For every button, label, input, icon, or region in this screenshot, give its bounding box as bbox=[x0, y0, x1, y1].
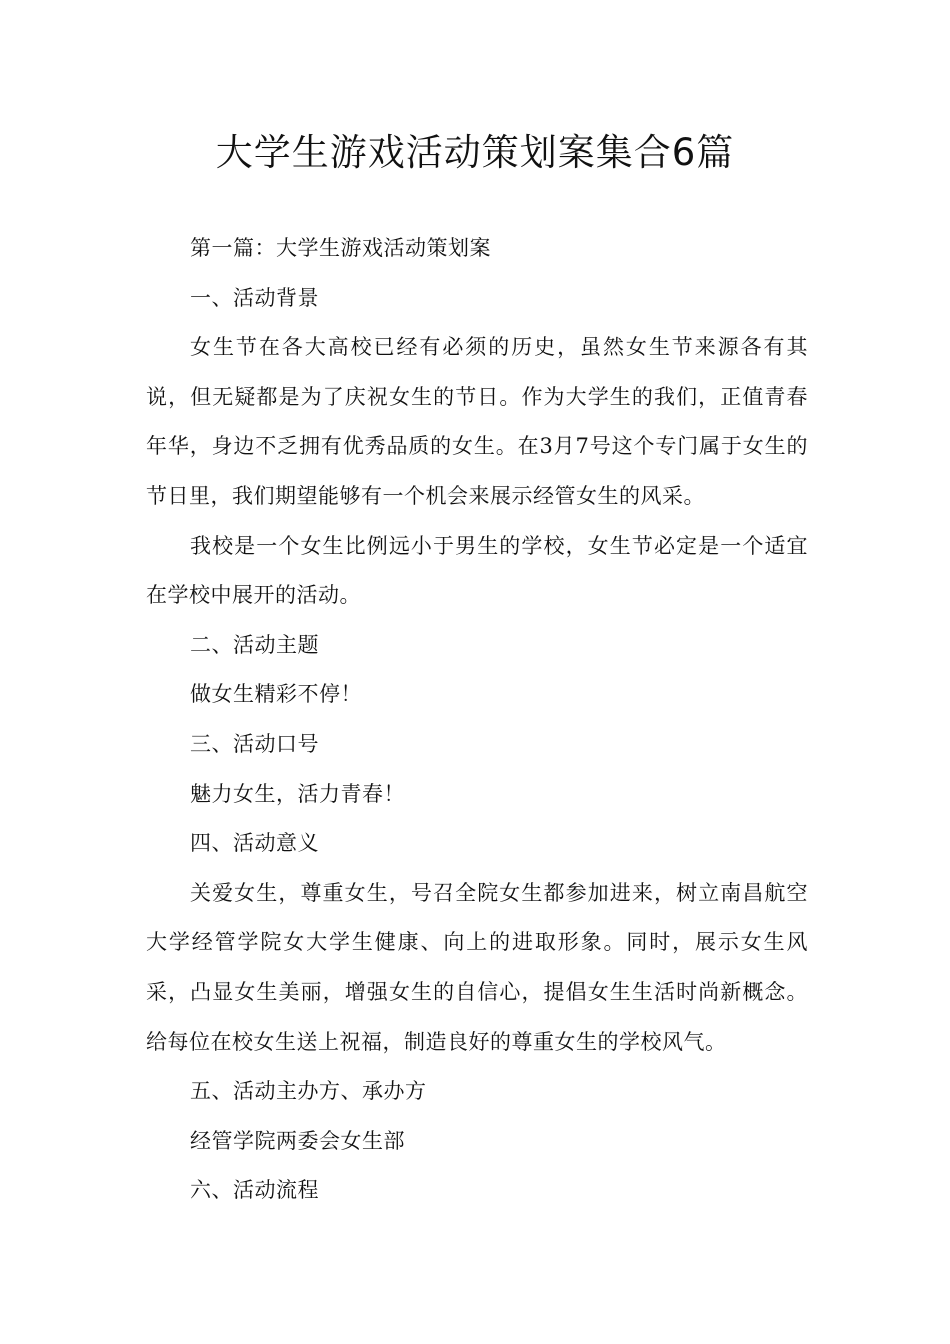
paragraph-theme: 做女生精彩不停！ bbox=[190, 682, 362, 707]
section-heading-significance: 四、活动意义 bbox=[190, 831, 319, 856]
section-heading-process: 六、活动流程 bbox=[190, 1178, 319, 1203]
chapter-heading: 第一篇：大学生游戏活动策划案 bbox=[190, 236, 491, 260]
section-heading-theme: 二、活动主题 bbox=[190, 632, 319, 657]
paragraph-significance: 关爱女生，尊重女生，号召全院女生都参加进来，树立南昌航空大学经管学院女大学生健康、向上的进取形象。同时，展示女生风采，凸显女生美丽，增强女生的自信心，提倡女生生活时尚新概念。给每位在校女生送上祝福，制造良好的尊重女生的学校风气。 bbox=[146, 880, 808, 1054]
section-heading-organizers: 五、活动主办方、承办方 bbox=[190, 1079, 427, 1104]
paragraph-background-2: 我校是一个女生比例远小于男生的学校，女生节必定是一个适宜在学校中展开的活动。 bbox=[146, 533, 808, 608]
paragraph-slogan: 魅力女生，活力青春！ bbox=[190, 781, 405, 806]
document-body bbox=[146, 224, 808, 1216]
document-title: 大学生游戏活动策划案集合6篇 bbox=[215, 131, 735, 174]
section-heading-background: 一、活动背景 bbox=[190, 285, 319, 310]
paragraph-organizers: 经管学院两委会女生部 bbox=[190, 1128, 405, 1153]
paragraph-background-1: 女生节在各大高校已经有必须的历史，虽然女生节来源各有其说，但无疑都是为了庆祝女生的节日。作为大学生的我们，正值青春年华，身边不乏拥有优秀品质的女生。在3月7号这个专门属于女生的节日里，我们期望能够有一个机会来展示经管女生的风采。 bbox=[146, 335, 808, 508]
section-heading-slogan: 三、活动口号 bbox=[190, 731, 319, 756]
